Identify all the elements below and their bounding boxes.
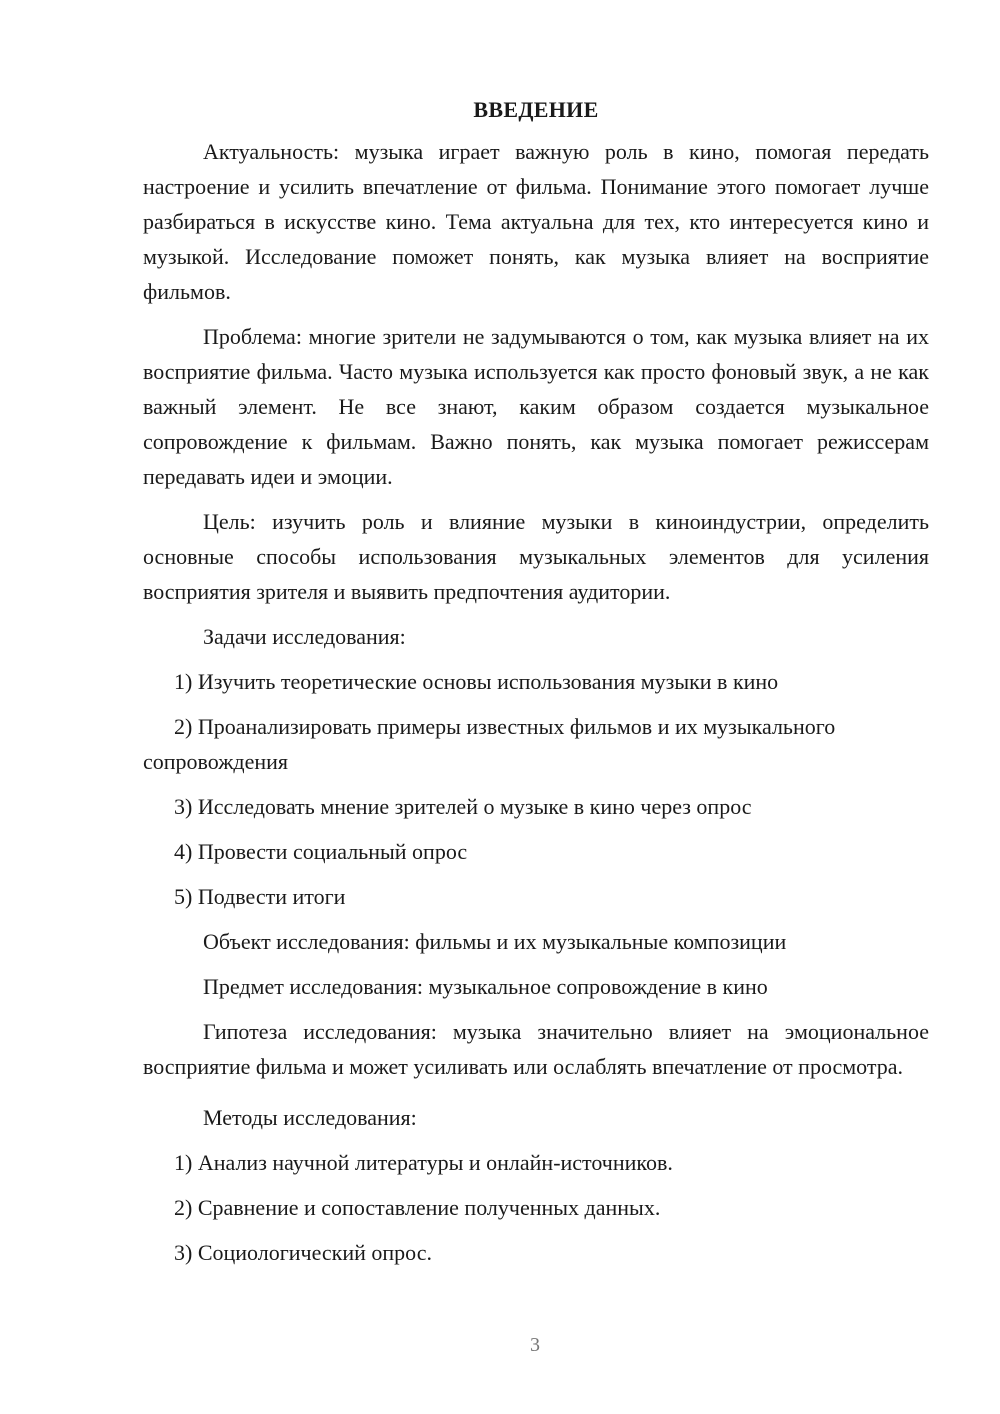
tasks-heading: Задачи исследования: xyxy=(203,624,406,649)
methods-heading: Методы исследования: xyxy=(203,1105,417,1130)
task-item: 4) Провести социальный опрос xyxy=(174,839,468,864)
tasks-list xyxy=(143,664,929,914)
problem-paragraph: Проблема: многие зрители не задумываются о том, как музыка влияет на их восприятие фильма. Часто музыка используется как просто фоновый звук, а не как важный элемент. Не все знают, каким образом создается музыкальное сопровождение к фильмам. Важно понять, как музыка помогает режиссерам передавать идеи и эмоции. xyxy=(143,324,929,489)
method-item: 2) Сравнение и сопоставление полученных данных. xyxy=(174,1195,661,1220)
object-line: Объект исследования: фильмы и их музыкальные композиции xyxy=(203,929,787,954)
page-number: 3 xyxy=(530,1334,540,1356)
section-title: ВВЕДЕНИЕ xyxy=(473,97,599,122)
actuality-paragraph: Актуальность: музыка играет важную роль в кино, помогая передать настроение и усилить впечатление от фильма. Понимание этого помогает лучше разбираться в искусстве кино. Тема актуальна для тех, кто интересуется кино и музыкой. Исследование поможет понять, как музыка влияет на восприятие фильмов. xyxy=(143,139,929,304)
method-item: 3) Социологический опрос. xyxy=(174,1240,432,1265)
task-item: 1) Изучить теоретические основы использования музыки в кино xyxy=(174,669,779,694)
task-item: 5) Подвести итоги xyxy=(174,884,346,909)
goal-paragraph: Цель: изучить роль и влияние музыки в киноиндустрии, определить основные способы использования музыкальных элементов для усиления восприятия зрителя и выявить предпочтения аудитории. xyxy=(143,509,929,604)
task-item: 3) Исследовать мнение зрителей о музыке в кино через опрос xyxy=(174,794,752,819)
hypothesis-paragraph: Гипотеза исследования: музыка значительно влияет на эмоциональное восприятие фильма и может усиливать или ослаблять впечатление от просмотра. xyxy=(143,1019,929,1079)
subject-line: Предмет исследования: музыкальное сопровождение в кино xyxy=(203,974,768,999)
document-page xyxy=(143,92,929,1280)
methods-list xyxy=(143,1145,929,1270)
method-item: 1) Анализ научной литературы и онлайн-источников. xyxy=(174,1150,673,1175)
task-item: 2) Проанализировать примеры известных фильмов и их музыкального сопровождения xyxy=(143,714,836,774)
